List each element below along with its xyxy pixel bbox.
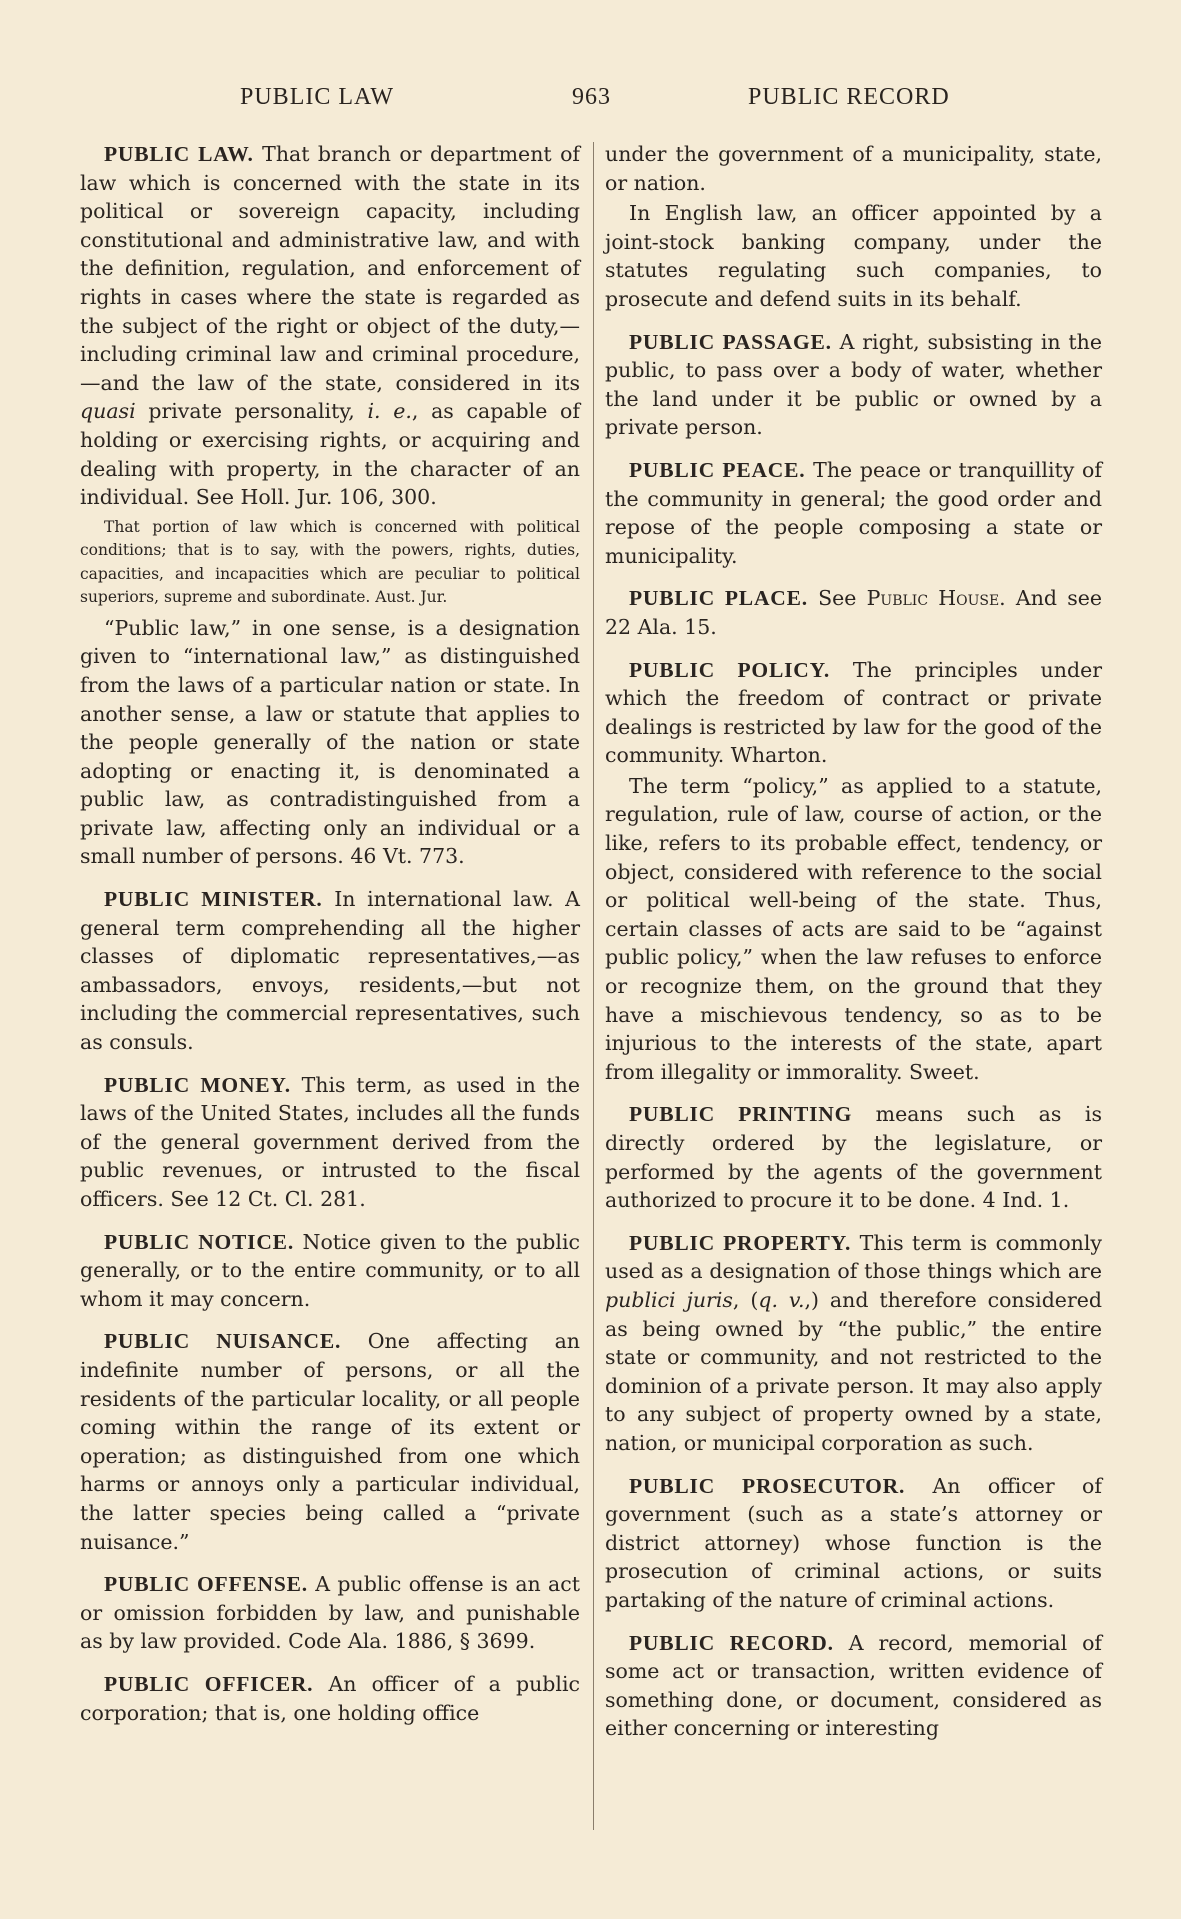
entry-public-officer [80, 1670, 580, 1727]
headword: PUBLIC PRINTING [629, 1102, 853, 1127]
entry-public-officer-continued: under the government of a municipality, state, or nation. [605, 142, 1102, 195]
headword: PUBLIC RECORD. [629, 1630, 834, 1655]
headword: PUBLIC OFFENSE. [104, 1572, 308, 1597]
left-column [80, 140, 580, 1741]
definition: In international law. A general term comprehending all the higher classes of diplomatic representatives,—as ambassadors, envoys, residents,—but not including the commercial representatives, such as consuls. [80, 887, 580, 1055]
definition: A right, subsisting in the public, to pass over a body of water, whether the land under it be public or owned by a private person. [605, 329, 1102, 440]
definition: The peace or tranquillity of the community in general; the good order and repose of the people composing a state or municipality. [605, 457, 1102, 568]
right-column [605, 140, 1102, 1757]
definition: , ( [732, 1287, 759, 1312]
entry-public-nuisance [80, 1327, 580, 1556]
definition: private personality, [135, 399, 368, 424]
entry-public-passage [605, 328, 1102, 442]
definition: , as capable of holding or exercising rights, or acquiring and dealing with property, in the character of an individual. See Holl. Jur. 106, 300. [80, 399, 580, 510]
headword: PUBLIC PROSECUTOR. [629, 1473, 906, 1498]
entry-public-policy [605, 656, 1102, 770]
definition: One affecting an indefinite number of persons, or all the residents of the particular locality, or all people coming within the range of its extent or operation; as distinguished from one which harms or annoys only a particular individual, the latter species being called a “private nuisance.” [80, 1329, 580, 1554]
headword: PUBLIC PEACE. [629, 457, 806, 482]
headword: PUBLIC MONEY. [104, 1072, 291, 1097]
entry-public-law [80, 140, 580, 512]
italic-term: q. v. [758, 1287, 805, 1312]
definition: ,) and therefore considered as being owned by “the public,” the entire state or community, and not restricted to the dominion of a private person. It may also apply to any subject of property owned by a state, nation, or municipal corporation as such. [605, 1287, 1102, 1455]
entry-public-record [605, 1629, 1102, 1743]
definition: Notice given to the public generally, or to the entire community, or to all whom it may concern. [80, 1229, 580, 1311]
entry-public-minister [80, 885, 580, 1057]
entry-english-law-note: In English law, an officer appointed by a joint-stock banking company, under the statutes regulating such companies, to prosecute and defend suits in its behalf. [605, 201, 1102, 311]
entry-continuation: “Public law,” in one sense, is a designation given to “international law,” as distinguished from the laws of a particular nation or state. In another sense, a law or statute that applies to the people generally of the nation or state adopting or enacting it, is denominated a public law, as contradistinguished from a private law, affecting only an individual or a small number of persons. 46 Vt. 773. [80, 615, 580, 869]
definition: That branch or department of law which is concerned with the state in its political or sovereign capacity, including constitutional and administrative law, and with the definition, regulation, and enforcement of rights in cases where the state is regarded as the subject of the right or object of the duty,—including criminal law and criminal procedure,—and the law of the state, considered in its [80, 142, 580, 395]
headword: PUBLIC NUISANCE. [104, 1329, 342, 1354]
definition: This term is commonly used as a designation of those things which are [605, 1230, 1102, 1284]
quoted-note: That portion of law which is concerned with political conditions; that is to say, with the powers, rights, duties, capacities, and incapacities which are peculiar to political superiors, supreme and subordinate. Aust. Jur. [80, 517, 580, 607]
definition: An officer of government (such as a state’s attorney or district attorney) whose function is the prosecution of criminal actions, or suits partaking of the nature of criminal actions. [605, 1473, 1102, 1612]
entry-public-offense [80, 1570, 580, 1656]
running-header [0, 84, 1181, 118]
italic-term: quasi [80, 399, 136, 424]
entry-public-peace [605, 456, 1102, 570]
definition: The principles under which the freedom of contract or private dealings is restricted by law for the good of the community. Wharton. [605, 657, 1102, 768]
page-number: 963 [572, 84, 611, 110]
definition: An officer of a public corporation; that is, one holding office [80, 1671, 580, 1725]
definition: See [807, 586, 867, 611]
headword: PUBLIC MINISTER. [104, 887, 323, 912]
headword: PUBLIC POLICY. [629, 657, 831, 682]
headword: PUBLIC OFFICER. [104, 1671, 314, 1696]
entry-public-printing [605, 1100, 1102, 1214]
italic-term: i. e. [367, 399, 412, 424]
header-left-guideword: PUBLIC LAW [240, 84, 395, 110]
definition: means such as is directly ordered by the legislature, or performed by the agents of the government authorized to procure it to be done. 4 Ind. 1. [605, 1102, 1102, 1213]
headword: PUBLIC PROPERTY. [629, 1230, 852, 1255]
entry-continuation: The term “policy,” as applied to a statute, regulation, rule of law, course of action, or the like, refers to its probable effect, tendency, or object, considered with reference to the social or political well-being of the state. Thus, certain classes of acts are said to be “against public policy,” when the law refuses to enforce or recognize them, on the ground that they have a mischievous tendency, so as to be injurious to the interests of the state, apart from illegality or immorality. Sweet. [605, 773, 1102, 1084]
column-divider [593, 142, 594, 1830]
definition: And see 22 Ala. 15. [605, 586, 1102, 639]
entry-public-place [605, 584, 1102, 641]
headword: PUBLIC LAW. [104, 142, 254, 166]
definition: This term, as used in the laws of the United States, includes all the funds of the general government derived from the public revenues, or intrusted to the fiscal officers. See 12 Ct. Cl. 281. [80, 1072, 581, 1211]
entry-public-prosecutor [605, 1472, 1102, 1615]
entry-public-notice [80, 1228, 580, 1314]
definition: A record, memorial of some act or transaction, written evidence of something done, or document, considered as either concerning or interesting [605, 1630, 1103, 1741]
cross-reference: Public House. [866, 586, 1006, 611]
entry-public-property [605, 1229, 1102, 1458]
header-right-guideword: PUBLIC RECORD [748, 84, 950, 110]
definition: A public offense is an act or omission forbidden by law, and punishable as by law provided. Code Ala. 1886, § 3699. [80, 1572, 580, 1654]
headword: PUBLIC PASSAGE. [629, 329, 832, 354]
headword: PUBLIC PLACE. [629, 586, 808, 611]
entry-public-money [80, 1071, 580, 1214]
italic-term: publici juris [605, 1287, 733, 1312]
headword: PUBLIC NOTICE. [104, 1229, 294, 1254]
